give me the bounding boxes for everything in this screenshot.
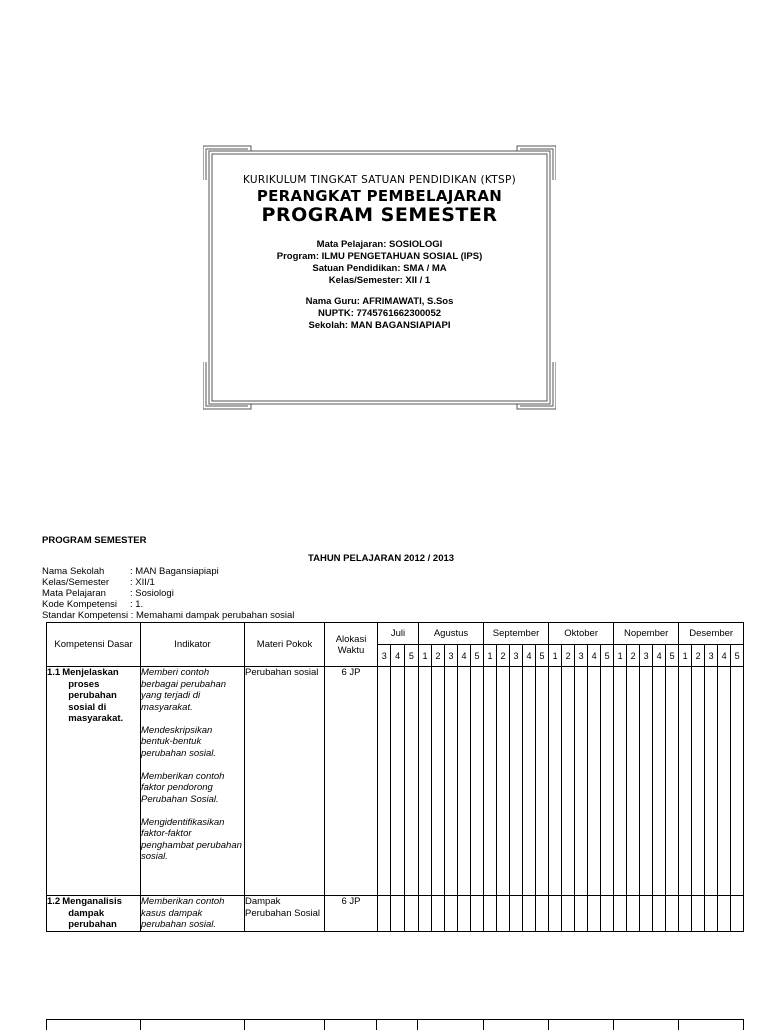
week-cell [458,896,471,932]
table-rule [46,1020,47,1030]
cover-program: Program: ILMU PENGETAHUAN SOSIAL (IPS) [276,251,483,262]
table-header-row [47,623,744,645]
kd-text: Menjelaskan proses perubahan sosial di masyarakat. [62,667,124,724]
week-cell [718,896,731,932]
cover-mata-pelajaran: Mata Pelajaran: SOSIOLOGI [316,239,443,250]
table-row [47,667,744,896]
standar-kompetensi: Standar Kompetensi : Memahami dampak perubahan sosial [42,610,295,621]
week-cell [523,667,536,896]
week-number: 3 [640,645,653,667]
info-value: : MAN Bagansiapiapi [130,566,219,577]
info-label: Kode Kompetensi [42,599,117,610]
info-mata-pelajaran [42,588,174,599]
program-title: PROGRAM SEMESTER [261,204,498,226]
cover-nuptk: NUPTK: 7745761662300052 [317,308,442,319]
week-number: 5 [536,645,549,667]
week-number: 2 [497,645,510,667]
week-cell [432,667,445,896]
week-cell [510,896,523,932]
cover-sekolah: Sekolah: MAN BAGANSIAPIAPI [308,320,451,331]
info-label: Kelas/Semester [42,577,110,588]
week-number: 3 [445,645,458,667]
kd-text: Menganalisis dampak perubahan [62,896,122,930]
week-cell [419,896,432,932]
week-cell [627,667,640,896]
week-cell [588,667,601,896]
week-cell [614,667,627,896]
indikator-cell [141,896,245,932]
week-cell [692,667,705,896]
week-cell [419,667,432,896]
week-number: 2 [432,645,445,667]
week-cell [627,896,640,932]
week-cell [731,667,744,896]
week-number: 5 [731,645,744,667]
week-number: 4 [523,645,536,667]
header-alokasi-waktu: Alokasi Waktu [325,623,378,667]
week-cell [640,896,653,932]
week-cell [666,667,679,896]
week-cell [432,896,445,932]
week-cell [731,896,744,932]
week-number: 4 [391,645,404,667]
week-cell [378,896,391,932]
week-cell [536,896,549,932]
info-value: : Sosiologi [130,588,174,599]
week-cell [549,667,562,896]
table-rule [140,1020,141,1030]
week-number: 1 [419,645,432,667]
month-header: Nopember [614,623,679,645]
week-cell [378,667,391,896]
info-value: : 1. [130,599,144,610]
week-cell [666,896,679,932]
kd-number: 1.2 [47,896,61,907]
week-number: 4 [718,645,731,667]
week-number: 5 [404,645,418,667]
info-label: Mata Pelajaran [42,588,106,599]
week-number: 3 [378,645,391,667]
indikator-item: Mengidentifikasikan faktor-faktor penghambat perubahan sosial. [141,816,242,862]
info-nama-sekolah [42,566,219,577]
info-kode-kompetensi [42,599,143,610]
week-cell [692,896,705,932]
month-header: Juli [378,623,419,645]
program-semester-table [46,622,744,932]
ktsp-title: KURIKULUM TINGKAT SATUAN PENDIDIKAN (KTSP) [243,174,516,186]
week-cell [404,667,418,896]
week-number: 1 [679,645,692,667]
week-number: 4 [588,645,601,667]
cover-satuan: Satuan Pendidikan: SMA / MA [312,263,447,274]
week-number: 1 [549,645,562,667]
week-cell [445,896,458,932]
alokasi-cell: 6 JP [325,667,378,896]
week-cell [562,667,575,896]
table-rule [417,1020,418,1030]
week-cell [391,896,404,932]
month-header: Agustus [419,623,484,645]
week-number: 4 [458,645,471,667]
week-cell [718,667,731,896]
materi-cell: Perubahan sosial [245,667,325,896]
tahun-pelajaran: TAHUN PELAJARAN 2012 / 2013 [308,553,455,564]
cover-guru: Nama Guru: AFRIMAWATI, S.Sos [305,296,454,307]
week-cell [588,896,601,932]
week-cell [404,896,418,932]
header-indikator: Indikator [141,623,245,667]
kd-cell [47,667,141,896]
kd-number: 1.1 [47,667,61,678]
week-number: 2 [627,645,640,667]
week-cell [562,896,575,932]
week-cell [536,667,549,896]
week-number: 5 [601,645,614,667]
perangkat-title: PERANGKAT PEMBELAJARAN [256,187,503,205]
week-number: 3 [510,645,523,667]
week-cell [484,667,497,896]
week-cell [705,667,718,896]
week-cell [484,896,497,932]
week-cell [653,667,666,896]
indikator-item: Memberikan contoh faktor pendorong Perubahan Sosial. [141,770,225,805]
table-rule [376,1020,377,1030]
week-cell [458,667,471,896]
month-header: Desember [679,623,744,645]
week-cell [575,896,588,932]
week-cell [523,896,536,932]
week-cell [614,896,627,932]
week-cell [497,667,510,896]
week-number: 5 [471,645,484,667]
week-cell [640,667,653,896]
indikator-item: Memberikan contoh kasus dampak perubahan sosial. [141,896,225,930]
next-page-table-edge [46,1019,744,1029]
cover-frame [203,144,556,411]
week-cell [653,896,666,932]
header-kompetensi-dasar: Kompetensi Dasar [47,623,141,667]
info-kelas-semester [42,577,155,588]
table-rule [613,1020,614,1030]
table-rule [324,1020,325,1030]
week-cell [705,896,718,932]
week-cell [391,667,404,896]
week-number: 2 [562,645,575,667]
document-heading: PROGRAM SEMESTER [42,535,147,546]
month-header: Oktober [549,623,614,645]
table-rule [678,1020,679,1030]
week-number: 3 [575,645,588,667]
table-rule [244,1020,245,1030]
week-number: 1 [484,645,497,667]
week-cell [601,896,614,932]
week-number: 1 [614,645,627,667]
week-cell [497,896,510,932]
week-number: 5 [666,645,679,667]
indikator-item: Mendeskripsikan bentuk-bentuk perubahan sosial. [141,724,216,759]
week-cell [471,896,484,932]
week-cell [510,667,523,896]
week-number: 4 [653,645,666,667]
alokasi-cell: 6 JP [325,896,378,932]
week-number: 2 [692,645,705,667]
indikator-cell [141,667,245,896]
month-header: September [484,623,549,645]
table-rule [548,1020,549,1030]
week-cell [679,896,692,932]
week-cell [601,667,614,896]
info-label: Nama Sekolah [42,566,105,577]
materi-cell: Dampak Perubahan Sosial [245,896,325,932]
week-cell [575,667,588,896]
table-rule [743,1020,744,1030]
indikator-item: Memberi contoh berbagai perubahan yang terjadi di masyarakat. [141,667,227,713]
kd-cell [47,896,141,932]
cover-kelas: Kelas/Semester: XII / 1 [328,275,431,286]
week-cell [445,667,458,896]
week-cell [471,667,484,896]
week-cell [549,896,562,932]
week-cell [679,667,692,896]
info-value: : XII/1 [130,577,155,588]
week-number: 3 [705,645,718,667]
table-rule [483,1020,484,1030]
header-materi-pokok: Materi Pokok [245,623,325,667]
table-row [47,896,744,932]
